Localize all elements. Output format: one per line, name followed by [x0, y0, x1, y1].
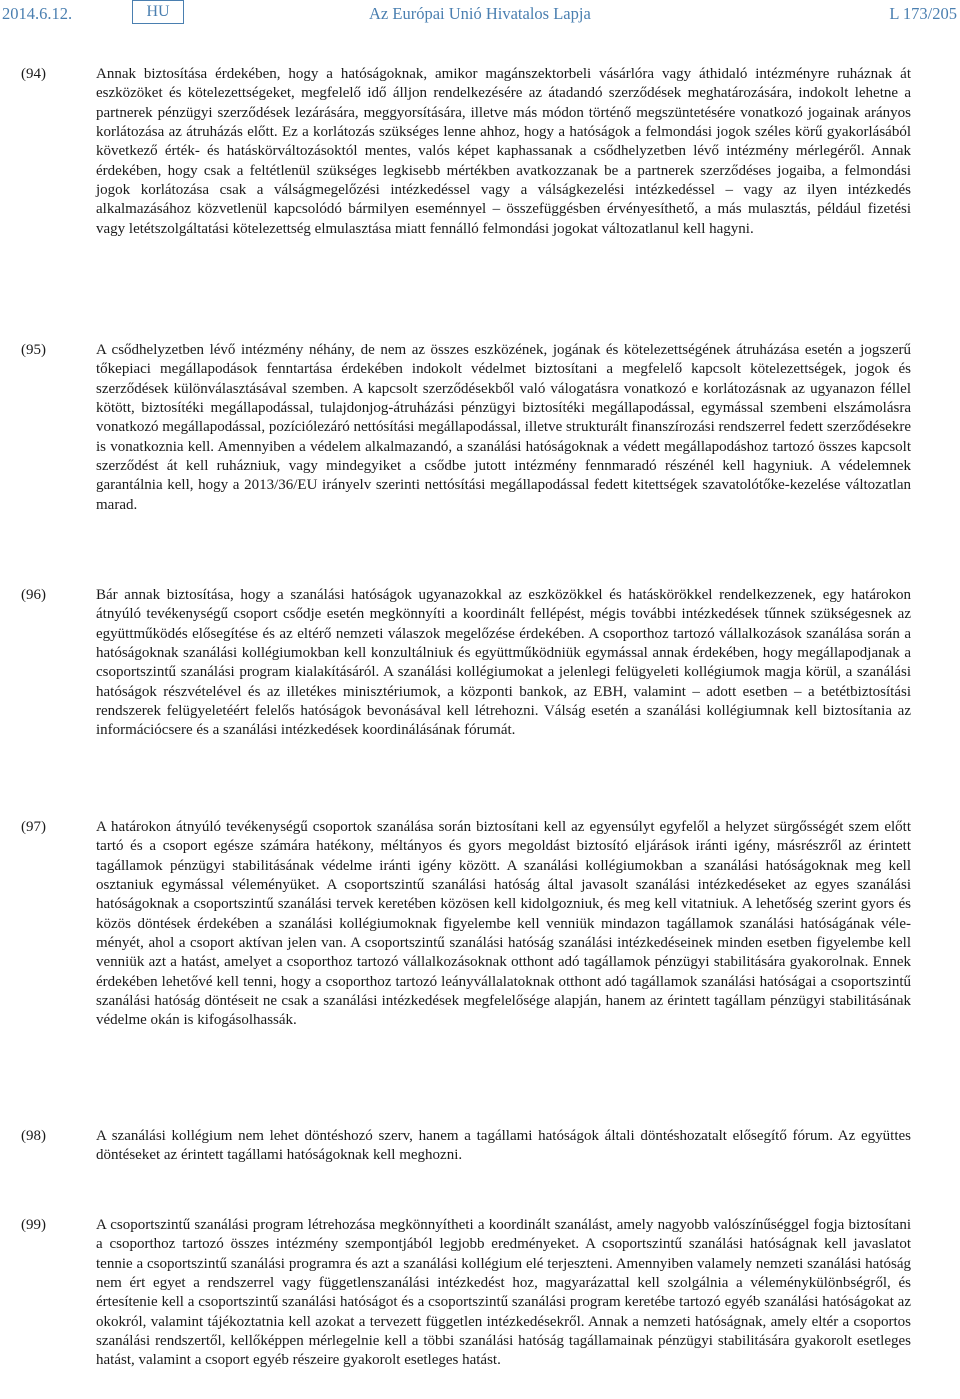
- recital-text: A határokon átnyúló tevékenységű csoportok szanálása során biztosítani kell az egyensúlyt egyfelől a helyzet sürgősségét szem előtt tartó és a csoport egésze számára hatékony, méltányos és gyors megoldást biztosító eljárások iránti igény, másrészről az érintett tagállamok pénzügyi stabilitásának védelme iránti igény között. A szanálási kollégiumokban a szanálási hatóságoknak meg kell osztaniuk egymással véleményüket. A csoportszintű szanálási hatóság által javasolt szanálási intézkedéseket az egyes szanálási hatóságoknak a csoportszintű szanálási tervek keretében közösen kell kidolgozniuk, és meg kell vitatniuk. A lehetőség szerint gyors és közös döntések érdekében a szanálási kollégiumoknak figyelembe kell venniük mindazon tagállamok szanálási hatóságának véleményét, ahol a csoport aktívan jelen van. A csoportszintű szanálási hatóság szanálási intézkedéseinek minden esetben figyelembe kell venniük azt a hatást, amelyet a csoporthoz tartozó vállalkozásoknak otthont adó tagállamok pénzügyi stabilitására gyakorolnak. Ennek érdekében lehetővé kell tenni, hogy a csoporthoz tartozó leányvállalatoknak otthont adó tagállamok szanálási hatóságai a csoportszintű szanálási hatóság döntéseit ne csak a szanálási intézkedések megfelelősége alapján, hanem az érintett tagállam pénzügyi stabilitásának védelme okán is kifogásolhassák.: [96, 819, 911, 1029]
- recital-text: Bár annak biztosítása, hogy a szanálási hatóságok ugyanazokkal az eszközökkel és hatáskörökkel rendelkezzenek, egy határokon átnyúló tevékenységű csoport csődje esetén megkönnyíti a koordinált fellépést, mégis további intézkedések tűnnek szükségesnek az együttműködés elősegítése és az eltérő nemzeti válaszok megelőzése érdekében. A csoporthoz tartozó vállalkozások szanálása során a hatóságoknak szanálási kollégiumokban kell konzultálniuk és együttműködniük egymással annak érdekében, hogy megállapodjanak a csoportszintű szanálási program kialakításáról. A szanálási kollégiumokat a jelenlegi felügyeleti kollégiumok magja körül, a szanálási hatóságok részvételével és az illetékes minisztériumok, a központi bankok, az EBH, valamint – adott esetben – a betétbiztosítási rendszerek felügyeletéért felelős hatóságok bevonásával kell létrehozni. Válság esetén a szanálási kollégiumnak kell biztosítania az információcsere és a szanálási intézkedések koordinálásának fórumát.: [96, 587, 911, 739]
- recital-number: (99): [21, 1217, 46, 1233]
- recital-number: (98): [21, 1128, 46, 1144]
- publication-date: 2014.6.12.: [2, 4, 73, 23]
- recital-94: [0, 65, 960, 239]
- page-reference: L 173/205: [889, 4, 957, 23]
- page-header: [0, 0, 960, 28]
- recital-text: A csoportszintű szanálási program létrehozása megkönnyítheti a koordinált szanálást, amely nagyobb valószínűséggel fogja biztosítani a csoporthoz tartozó összes intézmény szempontjából legjobb eredményeket. A csoportszintű szanálási hatóságnak kell javaslatot tennie a csoportszintű szanálási programra és azt a szanálási kollégium elé terjeszteni. Amennyiben valamely nemzeti szanálási hatóság nem ért egyet a rendszerrel vagy függetlenszanálási intézkedést hoz, magyarázattal kell szolgálnia a véleménykülönbségről, és értesítenie kell a csoportszintű szanálási hatóságot és a csoportszintű szanálási program keretébe tartozó egyéb szanálási hatóságokat az okokról, valamint tájékoztatnia kell azokat a tervezett független intézkedésekről. Annak a nemzeti hatóságnak, amely eltér a csoportos szanálási rendszertől, kellőképpen mérlegelnie kell a többi szanálási hatóság tagállamainak pénzügyi stabilitására gyakorolt esetleges hatást, valamint a csoport egyéb részeire gyakorolt esetleges hatást.: [96, 1217, 911, 1369]
- language-badge: HU: [132, 0, 184, 24]
- recital-number: (94): [21, 66, 46, 82]
- recital-text: A szanálási kollégium nem lehet döntéshozó szerv, hanem a tagállami hatóságok általi döntéshozatalt elősegítő fórum. Az együttes döntéseket az érintett tagállami hatóságoknak kell meghozni.: [96, 1128, 911, 1164]
- recital-number: (97): [21, 819, 46, 835]
- recital-text: A csődhelyzetben lévő intézmény néhány, de nem az összes eszközének, jogának és kötelezettségének átruházása esetén a jogszerű tőkepiaci megállapodások fenntartása érdekében indokolt védelmet biztosítani a megfelelő kapcsolt kötelezettségek, jogok és szerződések különválasztásával szemben. A kapcsolt szerződésekből való válogatásra vonatkozó e korlátozásnak az ugyanazon féllel kötött, biztosítéki megállapodással, tulajdonjog-átruházási pénzügyi biztosítéki megállapodással, egymással szembeni elszámolásra vonatkozó megállapodással, pozíciólezáró nettósítási megállapodással, illetve strukturált finanszírozási rendszerrel fedett szerződésekre is vonatkoznia kell. Amennyiben a védelem alkalmazandó, a szanálási hatóságoknak a védett megállapodáshoz tartozó összes kapcsolt szerződést át kell ruházniuk, vagy mindegyiket a csődbe jutott intézmény fennmaradó részénél kell hagyniuk. A védelemnek garantálnia kell, hogy a 2013/36/EU irányelv szerinti nettósítási megállapodással fedett kitettségek szavatolótőke-kezelése változatlan marad.: [96, 342, 911, 513]
- journal-title: Az Európai Unió Hivatalos Lapja: [369, 4, 591, 23]
- recital-number: (95): [21, 342, 46, 358]
- recital-text: Annak biztosítása érdekében, hogy a hatóságoknak, amikor magánszektorbeli vásárlóra vagy áthidaló intézményre ruháznak át eszközöket és kötelezettségeket, megfelelő idő álljon rendelkezésére az átadandó szerződések meghatározására, indokolt lehetne a partnerek pénzügyi szerződések lezárására, meggyorsítására, illetve más módon történő megszüntetésére vonatkozó jogainak arányos korlátozása az átruházás előtt. Ez a korlátozás szükséges lenne ahhoz, hogy a hatóságok a felmondási jogok széles körű gyakorlásából következő érték- és hatáskörváltozásoktól mentes, valós képet kaphassanak a csődhelyzetben lévő intézmény mérlegéről. Annak érdekében, hogy csak a feltétlenül szükséges legkisebb mértékben avatkozzanak be a partnerek szerződéses jogaiba, a felmondási jogok korlátozása csak a válságmegelőzési intézkedéssel vagy a válságkezelési intézkedéssel – vagy az ilyen intézkedés alkalmazásához közvetlenül kapcsolódó bármilyen eseménnyel – összefüggésben érvényesíthető, a más mulasztás, például fizetési vagy letétszolgáltatási kötelezettség elmulasztása miatt fennálló felmondási jogokat változatlanul kell hagyni.: [96, 66, 911, 237]
- recital-99: [0, 1216, 960, 1371]
- recital-97: [0, 818, 960, 1031]
- recital-95: [0, 341, 960, 515]
- recital-number: (96): [21, 587, 46, 603]
- recital-96: [0, 586, 960, 741]
- recital-98: [0, 1127, 960, 1166]
